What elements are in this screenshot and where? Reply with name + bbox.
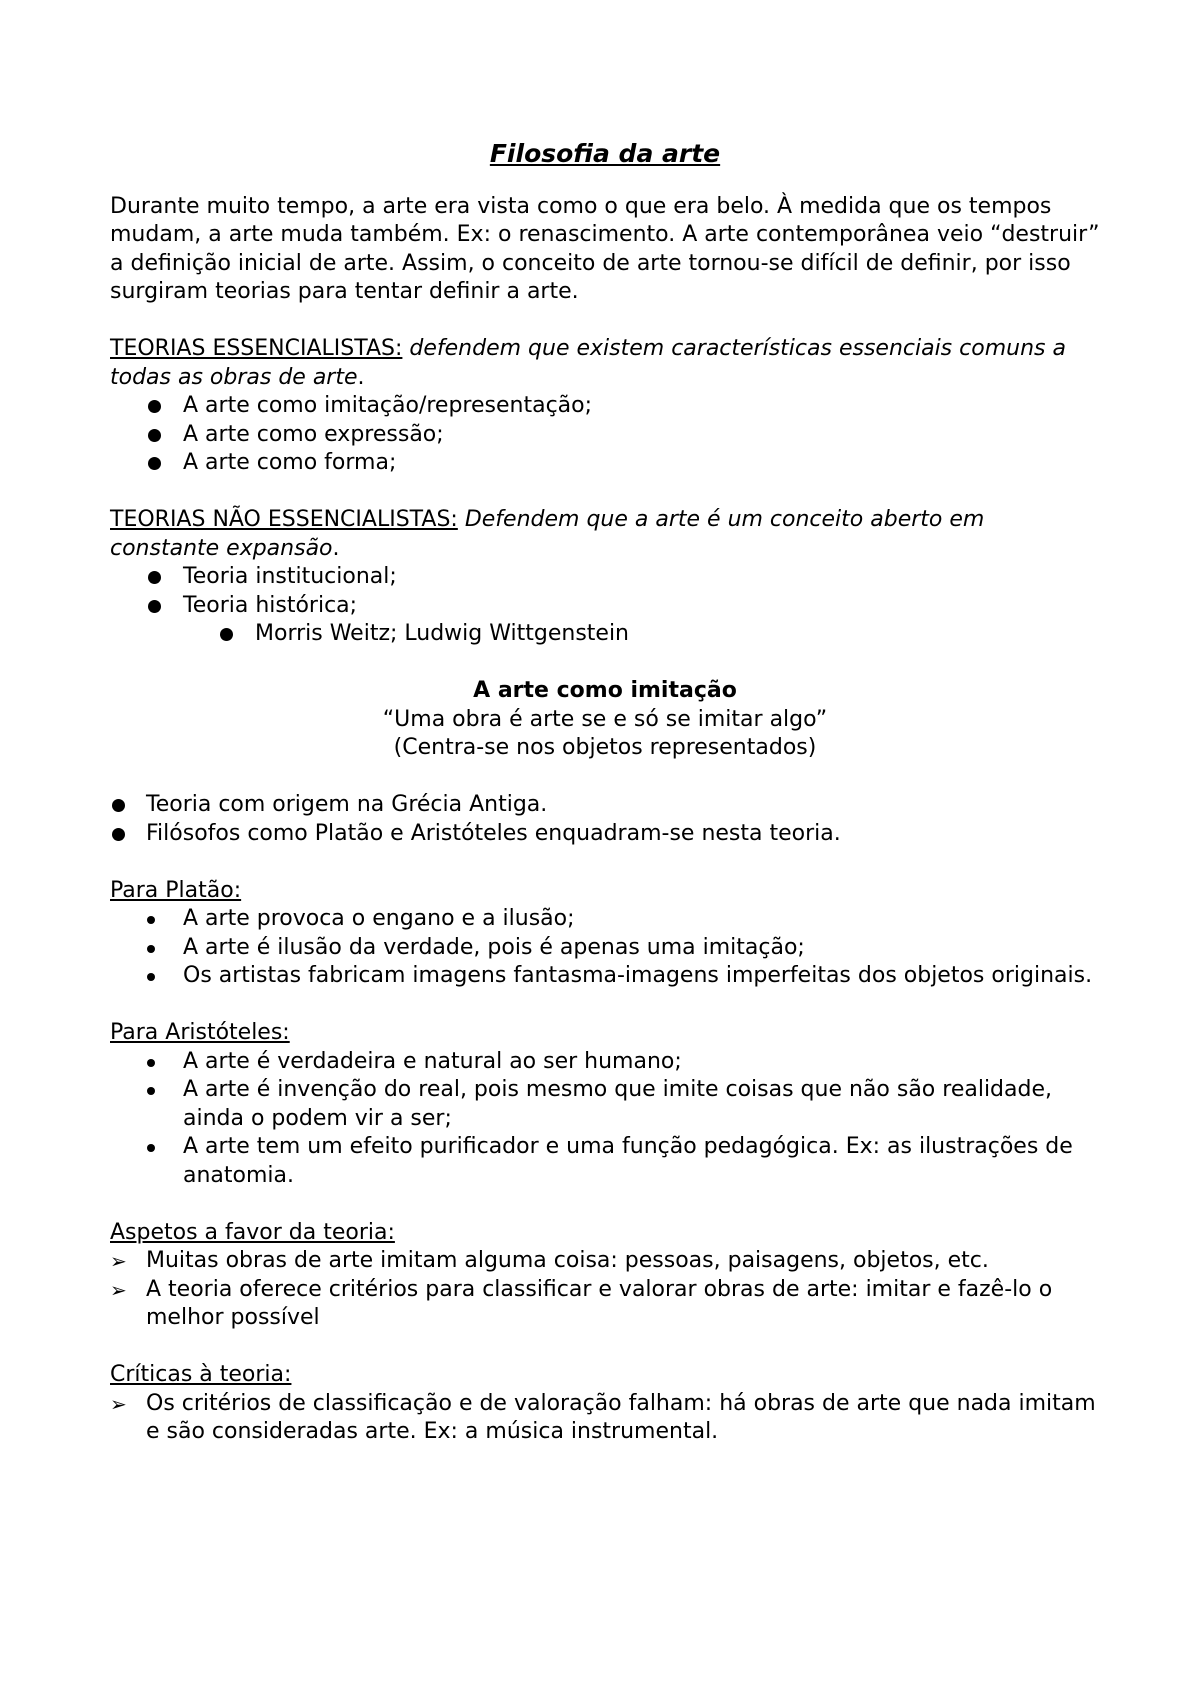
list-item: A arte é verdadeira e natural ao ser humano; <box>110 1048 1100 1077</box>
nao-essencialistas-desc: Defendem que a arte é um conceito aberto em constante expansão <box>110 507 985 561</box>
platao-label: Para Platão: <box>110 877 242 903</box>
bullet-icon <box>147 1144 155 1152</box>
list-item: Teoria com origem na Grécia Antiga. <box>110 791 1100 820</box>
criticas-list <box>110 1390 1100 1447</box>
favor-list <box>110 1247 1100 1333</box>
bullet-icon <box>147 1087 155 1095</box>
list-item: Morris Weitz; Ludwig Wittgenstein <box>110 620 1100 649</box>
aristoteles-list <box>110 1048 1100 1191</box>
bullet-icon <box>112 828 125 841</box>
list-item: ➢ Muitas obras de arte imitam alguma coisa: pessoas, paisagens, objetos, etc. <box>110 1247 1100 1276</box>
platao-list <box>110 905 1100 991</box>
nao-essencialistas-list <box>110 563 1100 620</box>
essencialistas-desc: defendem que existem características essenciais comuns a todas as obras de arte <box>110 336 1066 390</box>
list-item: A arte provoca o engano e a ilusão; <box>110 905 1100 934</box>
list-item: A arte é invenção do real, pois mesmo que imite coisas que não são realidade, ainda o podem vir a ser; <box>110 1076 1100 1133</box>
list-item: ➢ Os critérios de classificação e de valoração falham: há obras de arte que nada imitam e são consideradas arte. Ex: a música instrumental. <box>110 1390 1096 1444</box>
bullet-icon <box>147 973 155 981</box>
essencialistas-heading: TEORIAS ESSENCIALISTAS: defendem que existem características essenciais comuns a todas as obras de arte. <box>110 336 1066 390</box>
imitacao-note: (Centra-se nos objetos representados) <box>393 735 817 760</box>
list-item: A arte como expressão; <box>110 421 1100 450</box>
imitacao-quote: “Uma obra é arte se e só se imitar algo” <box>382 706 828 732</box>
list-item: ➢ A teoria oferece critérios para classificar e valorar obras de arte: imitar e fazê-lo o melhor possível <box>110 1276 1053 1330</box>
nao-essencialistas-sublist <box>110 620 1100 649</box>
bullet-icon <box>148 457 161 470</box>
bullet-icon <box>147 945 155 953</box>
imitacao-heading: A arte como imitação <box>473 678 737 703</box>
essencialistas-list <box>110 392 1100 478</box>
bullet-icon <box>147 916 155 924</box>
list-item: A arte como imitação/representação; <box>110 392 1100 421</box>
favor-label: Aspetos a favor da teoria: <box>110 1219 395 1245</box>
nao-essencialistas-label: TEORIAS NÃO ESSENCIALISTAS: <box>110 507 458 532</box>
bullet-icon <box>148 429 161 442</box>
arrow-bullet-icon: ➢ <box>110 1277 127 1302</box>
bullet-icon <box>148 571 161 584</box>
list-item: Teoria institucional; <box>110 563 1100 592</box>
bullet-icon <box>148 600 161 613</box>
nao-essencialistas-heading: TEORIAS NÃO ESSENCIALISTAS: Defendem que a arte é um conceito aberto em constante expansão. <box>110 507 985 561</box>
criticas-label: Críticas à teoria: <box>110 1362 292 1387</box>
list-item: Teoria histórica; <box>110 592 1100 621</box>
bullet-icon <box>220 628 233 641</box>
list-item: A arte como forma; <box>110 449 1100 478</box>
document-page <box>110 140 1100 1447</box>
list-item: A arte é ilusão da verdade, pois é apenas uma imitação; <box>110 934 1100 963</box>
bullet-icon <box>148 400 161 413</box>
imitacao-list <box>110 791 1100 848</box>
bullet-icon <box>147 1059 155 1067</box>
intro-paragraph: Durante muito tempo, a arte era vista como o que era belo. À medida que os tempos mudam, a arte muda também. Ex: o renascimento. A arte contemporânea veio “destruir” a definição inicial de arte. Assim, o conceito de arte tornou-se difícil de definir, por isso surgiram teorias para tentar definir a arte. <box>110 193 1100 304</box>
document-title: Filosofia da arte <box>489 139 721 168</box>
essencialistas-label: TEORIAS ESSENCIALISTAS: <box>110 336 403 361</box>
arrow-bullet-icon: ➢ <box>110 1391 127 1416</box>
arrow-bullet-icon: ➢ <box>110 1249 127 1273</box>
aristoteles-label: Para Aristóteles: <box>110 1020 290 1045</box>
list-item: Os artistas fabricam imagens fantasma-imagens imperfeitas dos objetos originais. <box>110 962 1100 991</box>
list-item: Filósofos como Platão e Aristóteles enquadram-se nesta teoria. <box>110 820 1100 849</box>
bullet-icon <box>112 799 125 812</box>
list-item: A arte tem um efeito purificador e uma função pedagógica. Ex: as ilustrações de anatomia. <box>110 1133 1100 1190</box>
